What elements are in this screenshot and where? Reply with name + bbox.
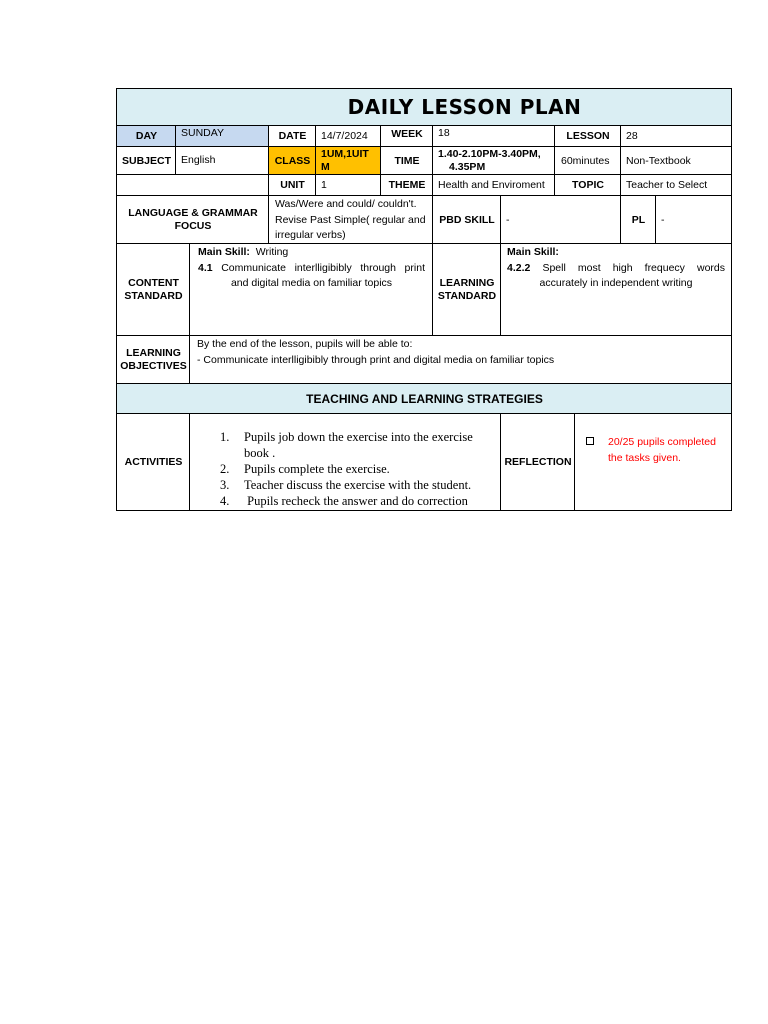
- table-bottom-border: [116, 510, 732, 511]
- learning-objectives-label: [116, 335, 190, 384]
- unit-value: 1: [315, 174, 381, 196]
- time-label: TIME: [380, 146, 433, 175]
- day-label: DAY: [116, 125, 176, 147]
- grammar-focus-label-line-1: LANGUAGE & GRAMMAR: [128, 207, 258, 219]
- main-skill-label: Main Skill:: [198, 246, 250, 258]
- content-standard-text: Communicate interlligibibly through print: [221, 261, 425, 274]
- content-standard-line-2: and digital media on familiar topics: [230, 277, 393, 289]
- learning-standard-label: [432, 243, 501, 336]
- pl-value: -: [655, 195, 732, 244]
- activity-item: [220, 461, 493, 477]
- grammar-line-1: Was/Were and could/ couldn't.: [275, 198, 417, 210]
- learning-objectives-label-line-1: LEARNING: [126, 347, 181, 359]
- theme-label: THEME: [380, 174, 433, 196]
- strategies-heading: TEACHING AND LEARNING STRATEGIES: [116, 383, 732, 414]
- learning-standard-code: 4.2.2: [507, 261, 531, 274]
- duration-value: 60minutes: [554, 146, 621, 175]
- content-standard-code: 4.1: [198, 261, 213, 274]
- checkbox-icon: [586, 437, 594, 445]
- learning-main-skill-label: Main Skill:: [507, 246, 559, 258]
- content-standard-value: [189, 243, 433, 336]
- activity-number: 4.: [220, 494, 230, 508]
- time-line-2: 4.35PM: [449, 161, 486, 173]
- activities-label: ACTIVITIES: [116, 413, 190, 511]
- reflection-entry: [586, 434, 728, 466]
- content-standard-label-line-2: STANDARD: [124, 290, 183, 302]
- date-value: 14/7/2024: [315, 125, 381, 147]
- reflection-label: REFLECTION: [500, 413, 575, 511]
- class-label: CLASS: [268, 146, 316, 175]
- grammar-focus-value: [268, 195, 433, 244]
- grammar-focus-label: [116, 195, 269, 244]
- textbook-value: Non-Textbook: [620, 146, 732, 175]
- learning-objectives-value: [189, 335, 732, 384]
- objectives-intro: By the end of the lesson, pupils will be able to:: [197, 338, 413, 350]
- date-label: DATE: [268, 125, 316, 147]
- lesson-value: 28: [620, 125, 732, 147]
- time-value: [432, 146, 555, 175]
- theme-value: Health and Enviroment: [432, 174, 555, 196]
- activity-number: 2.: [220, 462, 230, 476]
- activity-number: 3.: [220, 478, 230, 492]
- week-value: 18: [432, 125, 555, 147]
- topic-value: Teacher to Select: [620, 174, 732, 196]
- grammar-line-3: irregular verbs): [275, 229, 346, 241]
- main-skill-value: Writing: [255, 246, 289, 258]
- reflection-text: 20/25 pupils completed the tasks given.: [608, 436, 716, 464]
- pbd-skill-value: -: [500, 195, 621, 244]
- table-right-border: [731, 88, 732, 511]
- subject-value: English: [175, 146, 269, 175]
- pbd-skill-label: PBD SKILL: [432, 195, 501, 244]
- topic-label: TOPIC: [554, 174, 621, 196]
- learning-objectives-label-line-2: OBJECTIVES: [120, 360, 187, 372]
- objectives-item: - Communicate interlligibibly through print and digital media on familiar topics: [197, 353, 555, 366]
- learning-standard-label-line-2: STANDARD: [437, 290, 497, 302]
- learning-standard-text: Spell most high frequecy words: [542, 261, 726, 274]
- activity-item: [220, 477, 493, 493]
- time-line-1: 1.40-2.10PM-3.40PM,: [438, 148, 541, 160]
- activities-list: [220, 429, 493, 509]
- content-standard-label-line-1: CONTENT: [128, 277, 179, 289]
- activity-item: [220, 493, 493, 509]
- class-value: 1UM,1UIT M: [315, 146, 381, 175]
- activity-text: Teacher discuss the exercise with the student.: [244, 478, 472, 492]
- page-title: DAILY LESSON PLAN: [116, 88, 732, 126]
- main-skill: [198, 245, 425, 261]
- learning-standard-value: [500, 243, 732, 336]
- activities-value: [189, 413, 501, 511]
- activity-text: Pupils job down the exercise into the exercise book .: [244, 430, 473, 460]
- activity-number: 1.: [220, 430, 230, 444]
- learning-standard-label-line-1: LEARNING: [439, 277, 495, 289]
- activity-item: [220, 429, 493, 461]
- empty-cell: [116, 174, 269, 196]
- content-standard-line-1: [198, 261, 425, 277]
- activity-text: Pupils recheck the answer and do correction: [244, 494, 468, 508]
- day-value: SUNDAY: [175, 125, 269, 147]
- grammar-line-2: Revise Past Simple( regular and: [275, 213, 426, 226]
- unit-label: UNIT: [268, 174, 316, 196]
- learning-standard-line-1: [507, 261, 725, 277]
- learning-standard-line-2: accurately in independent writing: [539, 277, 693, 289]
- pl-label: PL: [620, 195, 656, 244]
- grammar-focus-label-line-2: FOCUS: [174, 220, 212, 232]
- lesson-label: LESSON: [554, 125, 621, 147]
- subject-label: SUBJECT: [116, 146, 176, 175]
- content-standard-label: [116, 243, 190, 336]
- week-label: WEEK: [380, 125, 433, 147]
- activity-text: Pupils complete the exercise.: [244, 462, 390, 476]
- reflection-value: [574, 413, 732, 511]
